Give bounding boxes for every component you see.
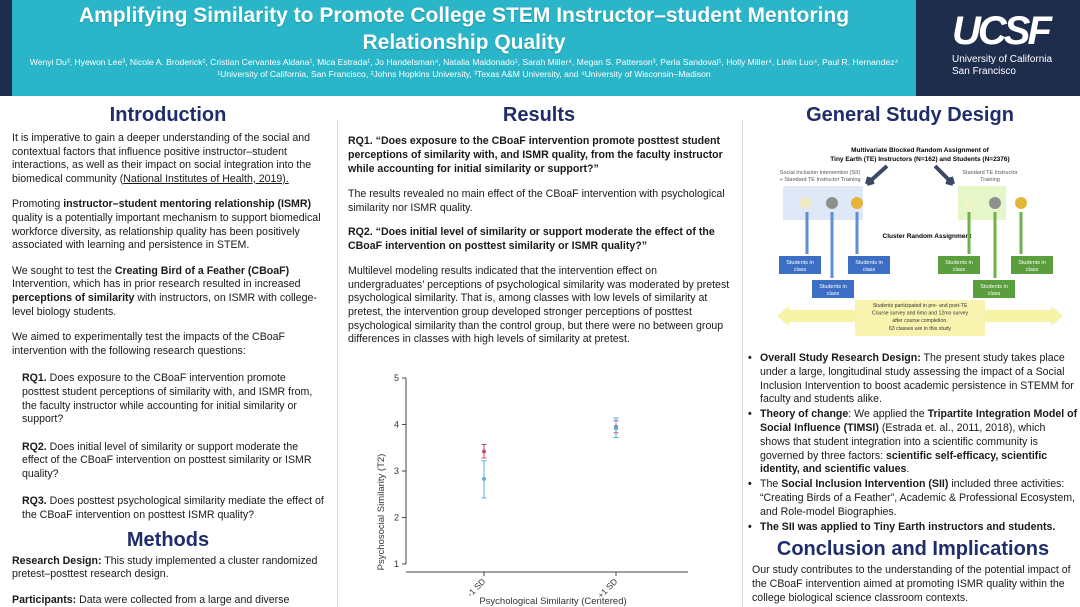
class-box-label: Students in	[980, 284, 1008, 290]
b3-b: Social Inclusion Intervention (SII)	[781, 478, 949, 491]
b1-text: The present study takes place under a large, longitudinal study assessing the impact of a Social Inclusion Intervention to boost academic persistence in STEMM for faculty and students alike.	[760, 352, 1074, 406]
intro-p2-a: Promoting	[12, 198, 64, 211]
conclusion-text: Our study contributes to the understanding of the potential impact of the CBoaF intervention aimed at promoting ISMR quality within the college biological science classroom contexts.	[752, 564, 1071, 604]
methods-design-text: This study implemented a cluster randomized pretest–posttest research design.	[12, 554, 318, 581]
data-point	[614, 426, 618, 430]
arrow-right-icon	[935, 166, 953, 184]
student-face-icon	[1015, 197, 1027, 209]
intro-p2-c: quality is a potentially important mechanism to support biomedical workforce diversity, as relationship quality has been positively associated with learning and persistence in STEM.	[12, 211, 321, 252]
citation-link[interactable]: National Institutes of Health, 2019).	[123, 172, 289, 185]
intro-p3-d: perceptions of similarity	[12, 291, 135, 304]
b3-a: The	[760, 478, 782, 491]
y-tick-label: 4	[393, 419, 399, 430]
student-face-icon	[799, 197, 811, 209]
intro-p3-a: We sought to test the	[12, 264, 115, 277]
rq1-text: Does exposure to the CBoaF intervention promote posttest student perceptions of similarity with, and ISMR from, the faculty instructor while accounting for initial similarity or support?	[22, 372, 313, 426]
b4-text: The SII was applied to Tiny Earth instructors and students.	[760, 520, 1056, 533]
intro-heading: Introduction	[109, 104, 227, 126]
rq3-label: RQ3.	[22, 495, 47, 508]
b2-e: .	[906, 463, 910, 476]
x-tick-label: -1 SD	[464, 576, 488, 599]
research-question-2	[22, 441, 324, 482]
conclusion-heading: Conclusion and Implications	[776, 538, 1050, 561]
std-label-1: Standard TE Instructor	[962, 170, 1018, 176]
class-box-label: class	[987, 291, 1001, 297]
results-rq1-question: RQ1. “Does exposure to the CBoaF intervention promote posttest student perceptions of similarity with, and ISMR quality, from the faculty instructor while accounting for initial similarity or support?”	[348, 135, 723, 175]
title-block	[12, 0, 916, 96]
results-rq2-answer: Multilevel modeling results indicated that the intervention effect on undergraduates’ perceptions of psychological similarity was moderated by pretest psychological similarity. That is, among classes with low levels of similarity at pretest, the intervention group developed stronger perceptions of posttest psychological similarity than the control group, but there were no between group differences in classes with high levels of similarity at pretest.	[348, 265, 730, 346]
b2-label: Theory of change	[760, 408, 849, 421]
methods-participants-label: Participants:	[12, 593, 77, 606]
intro-p3-e: with instructors, on ISMR with college-level biology students.	[12, 291, 317, 318]
class-box-label: Students in	[1018, 260, 1046, 266]
data-point	[482, 477, 486, 481]
rq2-label: RQ2.	[22, 440, 47, 453]
bullet-sii	[748, 478, 1078, 519]
timeline-note-2: Course survey and 6mo and 12mo survey	[871, 310, 969, 317]
interaction-plot	[372, 368, 702, 607]
b2-b: Tripartite Integration Model of Social Influence (TIMSI)	[760, 408, 1078, 434]
x-tick-label: +1 SD	[595, 576, 620, 601]
header-banner	[0, 0, 1080, 96]
student-face-icon	[989, 197, 1001, 209]
results-heading: Results	[502, 104, 576, 126]
poster-title: Amplifying Similarity to Promote College STEM Instructor–student Mentoring Relationship Quality	[78, 4, 850, 54]
bullet-design	[748, 352, 1078, 407]
y-tick-label: 2	[393, 512, 399, 523]
sii-label-1: Social Inclusion Intervention (SII)	[779, 170, 861, 176]
diagram-title-2: Tiny Earth (TE) Instructors (N=162) and Students (N=2376)	[830, 156, 1010, 163]
cluster-label: Cluster Random Assignment	[882, 233, 972, 240]
ucsf-logo-sub1: University of California	[952, 54, 1053, 65]
intro-p2-b: instructor–student mentoring relationship (ISMR)	[63, 198, 312, 211]
intro-paragraph-1	[12, 132, 324, 186]
b2-a: : We applied the	[848, 408, 928, 421]
rq1-label: RQ1.	[22, 372, 47, 385]
class-box-label: Students in	[945, 260, 973, 266]
design-bullets	[748, 346, 1078, 605]
y-axis-label: Psychosocial Similarity (T2)	[376, 453, 387, 571]
methods-participants	[12, 594, 324, 607]
intro-p3-c: Intervention, which has in prior research resulted in increased	[12, 278, 301, 291]
affiliations: ¹University of California, San Francisco, ²Johns Hopkins University, ³Texas A&M University, and ⁴University of Wisconsin–Madison	[217, 69, 711, 79]
student-face-icon	[963, 197, 975, 209]
b2-d: scientific self-efficacy, scientific identity, and scientific values	[760, 449, 1048, 476]
y-tick-label: 1	[393, 559, 399, 569]
intro-paragraph-3	[12, 265, 324, 319]
intro-column	[0, 96, 336, 607]
arrow-left-icon	[867, 166, 887, 184]
y-tick-label: 5	[393, 373, 399, 383]
b2-c: (Estrada et. al., 2011, 2018), which shows that student integration into a scientific community is governed by three factors:	[760, 421, 1046, 462]
author-list: Wenyi Du³, Hyewon Lee³, Nicole A. Broderick², Cristian Cervantes Aldana¹, Mica Estrada¹, Jo Handelsman⁴, Natalia Maldonado¹, Sarah Miller⁴, Megan S. Patterson³, Perla Sandoval¹, Holly Miller⁴, Linlin Luo⁴, Paul R. Hernandez⁴	[29, 57, 899, 67]
intro-p3-b: Creating Bird of a Feather (CBoaF)	[114, 264, 290, 277]
results-rq1-answer: The results revealed no main effect of the CBoaF intervention with psychological similarity nor ISMR quality.	[348, 188, 725, 214]
methods-design	[12, 555, 324, 582]
timeline-note-1: Students participated in pre- and post-TE	[872, 303, 968, 309]
class-box-label: class	[862, 267, 876, 273]
methods-design-label: Research Design:	[12, 554, 102, 567]
design-heading: General Study Design	[806, 104, 1014, 126]
class-box-label: Students in	[819, 284, 847, 290]
study-design-diagram	[775, 140, 1065, 340]
sii-label-2: + Standard TE Instructor Training	[779, 177, 861, 183]
diagram-title-1: Multivariate Blocked Random Assignment of	[851, 147, 989, 154]
column-divider	[742, 120, 743, 607]
x-axis-label: Psychological Similarity (Centered)	[479, 596, 627, 607]
class-box-label: class	[952, 267, 966, 273]
b1-label: Overall Study Research Design:	[760, 352, 921, 364]
b3-c: included three activities: “Creating Birds of a Feather”, Academic & Professional Ecosystem, and Role-model Biographies.	[760, 478, 1075, 518]
bullet-theory	[748, 408, 1078, 477]
student-face-icon	[826, 197, 838, 209]
methods-participants-text: Data were collected from a large and diverse	[76, 593, 290, 606]
timeline-note-4: 63 classes are in this study	[888, 326, 952, 332]
class-box-label: class	[826, 291, 840, 297]
rq3-text: Does posttest psychological similarity mediate the effect of the CBoaF intervention on posttest ISMR quality?	[22, 495, 324, 522]
class-box-label: Students in	[786, 260, 814, 266]
research-question-1	[22, 372, 324, 426]
class-box-label: Students in	[855, 260, 883, 266]
ucsf-logo	[952, 10, 1052, 78]
std-label-2: Training	[980, 177, 1000, 183]
student-face-icon	[851, 197, 863, 209]
class-box-label: class	[793, 267, 807, 273]
y-tick-label: 3	[393, 466, 399, 476]
intro-p1-text: It is imperative to gain a deeper understanding of the social and contextual factors that influence positive instructor–student interactions, as well as their impact on social integration into the biomedical community (	[12, 132, 312, 185]
intro-paragraph-4: We aimed to experimentally test the impacts of the CBoaF intervention with the following research questions:	[12, 331, 286, 357]
rq2-text: Does initial level of similarity or support moderate the effect of the CBoaF intervention on posttest similarity or ISMR quality?	[22, 440, 312, 480]
methods-heading: Methods	[126, 528, 210, 551]
research-question-3	[22, 495, 324, 522]
class-box-label: class	[1025, 267, 1039, 273]
bullet-applied	[748, 521, 1078, 535]
ucsf-logo-sub2: San Francisco	[952, 66, 1016, 77]
data-point	[482, 449, 486, 453]
results-rq2-question: RQ2. “Does initial level of similarity or support moderate the effect of the CBoaF intervention on posttest similarity or ISMR quality?”	[348, 226, 715, 253]
timeline-note-3: after course completion.	[892, 318, 948, 324]
ucsf-logo-text: UCSF	[952, 9, 1049, 53]
intro-paragraph-2	[12, 198, 324, 252]
